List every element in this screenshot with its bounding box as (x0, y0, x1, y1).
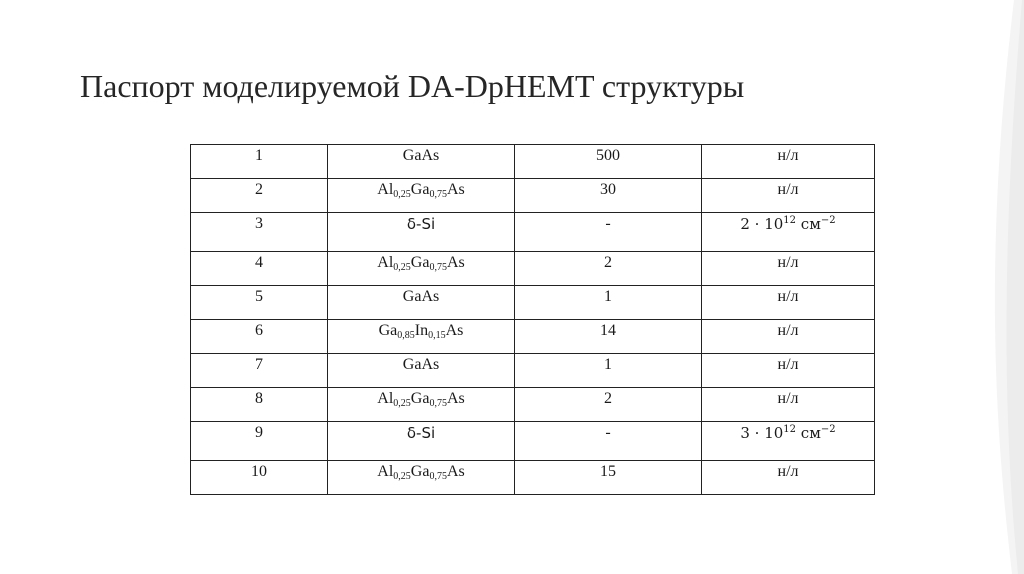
thickness-cell: - (515, 422, 702, 461)
table-row (191, 422, 875, 461)
table-row (191, 286, 875, 320)
doping-cell: н/л (702, 388, 875, 422)
doping-cell: н/л (702, 286, 875, 320)
material-cell: GaAs (328, 145, 515, 179)
layer-number-cell: 4 (191, 252, 328, 286)
element-symbol: Ga (410, 463, 430, 480)
doping-cell: н/л (702, 145, 875, 179)
thickness-cell: 1 (515, 354, 702, 388)
thickness-cell: 2 (515, 388, 702, 422)
slide-title: Паспорт моделируемой DA-DpHEMT структуры (80, 68, 745, 104)
element-symbol: As (446, 181, 465, 198)
doping-concentration: $3 \cdot 10^{12}$ $см^{-2}$ (740, 424, 836, 442)
unit-exponent: −2 (820, 215, 836, 226)
element-symbol: As (446, 390, 465, 407)
thickness-cell: 500 (515, 145, 702, 179)
table-row (191, 145, 875, 179)
table-row (191, 320, 875, 354)
material-cell (328, 213, 515, 252)
layer-number-cell: 10 (191, 461, 328, 495)
element-symbol: Ga (410, 181, 430, 198)
element-symbol: As (446, 463, 465, 480)
layer-number-cell: 5 (191, 286, 328, 320)
thickness-cell: 14 (515, 320, 702, 354)
mole-fraction: 0,75 (429, 189, 447, 200)
exponent: 12 (783, 424, 797, 435)
element-symbol: As (445, 322, 464, 339)
mole-fraction: 0,25 (393, 189, 411, 200)
mole-fraction: 0,25 (393, 398, 411, 409)
mole-fraction: 0,75 (429, 398, 447, 409)
doping-cell: н/л (702, 252, 875, 286)
doping-cell (702, 213, 875, 252)
table-row (191, 388, 875, 422)
material-cell (328, 388, 515, 422)
doping-cell: н/л (702, 320, 875, 354)
mole-fraction: 0,85 (397, 330, 415, 341)
thickness-cell: 2 (515, 252, 702, 286)
layer-number-cell: 9 (191, 422, 328, 461)
doping-cell: н/л (702, 179, 875, 213)
material-cell (328, 320, 515, 354)
delta-doping-label: δ-Si (406, 215, 436, 233)
layer-number-cell: 8 (191, 388, 328, 422)
layer-number-cell: 6 (191, 320, 328, 354)
doping-concentration: $2 \cdot 10^{12}$ $см^{-2}$ (740, 215, 836, 233)
material-cell (328, 179, 515, 213)
thickness-cell: 1 (515, 286, 702, 320)
element-symbol: Al (377, 463, 394, 480)
element-symbol: Al (377, 181, 394, 198)
material-cell (328, 461, 515, 495)
material-cell: GaAs (328, 286, 515, 320)
mole-fraction: 0,25 (393, 471, 411, 482)
table-row (191, 179, 875, 213)
thickness-cell: - (515, 213, 702, 252)
thickness-cell: 15 (515, 461, 702, 495)
unit-exponent: −2 (820, 424, 836, 435)
layer-number-cell: 7 (191, 354, 328, 388)
exponent: 12 (783, 215, 797, 226)
decorative-swoosh (904, 0, 1024, 574)
layer-structure-table (190, 144, 875, 495)
material-cell (328, 422, 515, 461)
table-row (191, 252, 875, 286)
material-cell: GaAs (328, 354, 515, 388)
element-symbol: Al (377, 390, 394, 407)
mole-fraction: 0,15 (428, 330, 446, 341)
layer-number-cell: 1 (191, 145, 328, 179)
layer-number-cell: 2 (191, 179, 328, 213)
element-symbol: Ga (410, 390, 430, 407)
delta-doping-label: δ-Si (406, 424, 436, 442)
table-row (191, 354, 875, 388)
element-symbol: Ga (378, 322, 398, 339)
element-symbol: Ga (410, 254, 430, 271)
mole-fraction: 0,25 (393, 262, 411, 273)
doping-cell (702, 422, 875, 461)
element-symbol: In (414, 322, 429, 339)
table-row (191, 461, 875, 495)
table-body (191, 145, 875, 495)
doping-cell: н/л (702, 461, 875, 495)
layer-number-cell: 3 (191, 213, 328, 252)
thickness-cell: 30 (515, 179, 702, 213)
element-symbol: Al (377, 254, 394, 271)
doping-cell: н/л (702, 354, 875, 388)
mole-fraction: 0,75 (429, 471, 447, 482)
element-symbol: As (446, 254, 465, 271)
table-row (191, 213, 875, 252)
material-cell (328, 252, 515, 286)
mole-fraction: 0,75 (429, 262, 447, 273)
